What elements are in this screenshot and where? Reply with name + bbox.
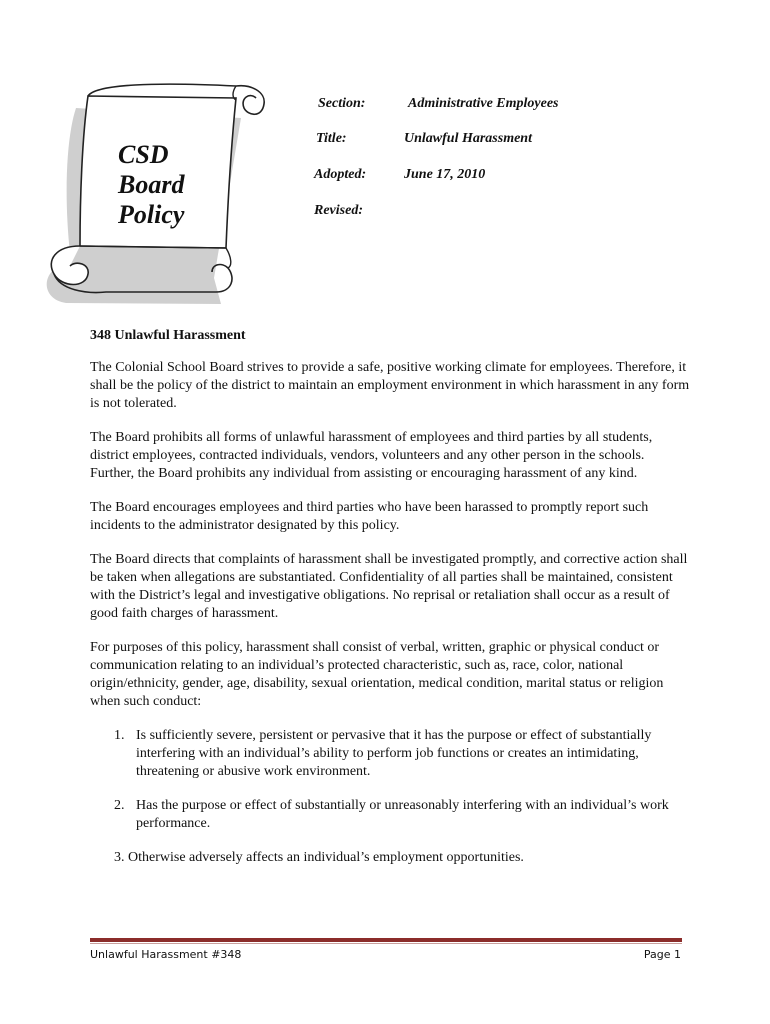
list-item-3: 3. Otherwise adversely affects an individual’s employment opportunities. <box>114 850 524 865</box>
section-label: Section: <box>318 96 366 111</box>
title-value: Unlawful Harassment <box>404 131 532 146</box>
adopted-value: June 17, 2010 <box>404 167 486 182</box>
paragraph-investigation: The Board directs that complaints of harassment shall be investigated promptly, and corrective action shall be taken when allegations are substantiated. Confidentiality of all parties shall be maintained, consistent with the District’s legal and investigative obligations. No reprisal or retaliation shall occur as a result of good faith charges of harassment. <box>90 552 688 621</box>
footer-document-title: Unlawful Harassment #348 <box>90 948 242 961</box>
list-item-text: Has the purpose or effect of substantially or unreasonably interfering with an individual’s work performance. <box>136 798 669 831</box>
footer-divider <box>90 938 682 942</box>
list-item <box>90 727 690 781</box>
list-item <box>90 797 690 833</box>
revised-label: Revised: <box>314 203 363 218</box>
logo-line-board: Board <box>118 170 185 199</box>
list-item-number: 1. <box>114 728 125 743</box>
paragraph-purpose: The Colonial School Board strives to provide a safe, positive working climate for employees. Therefore, it shall be the policy of the district to maintain an employment environment in which harassment in any form is not tolerated. <box>90 360 690 411</box>
list-item-text: Is sufficiently severe, persistent or pervasive that it has the purpose or effect of substantially interfering with an individual’s ability to perform job functions or creates an intimidating, threatening or abusive work environment. <box>136 728 652 779</box>
paragraph-definition: For purposes of this policy, harassment shall consist of verbal, written, graphic or physical conduct or communication relating to an individual’s protected characteristic, such as, race, color, national origin/ethnicity, gender, age, disability, sexual orientation, medical condition, marital status or religion when such conduct: <box>90 640 664 709</box>
paragraph-prohibition: The Board prohibits all forms of unlawful harassment of employees and third parties by all students, district employees, contracted individuals, vendors, volunteers and any other person in the schools. Further, the Board prohibits any individual from assisting or encouraging harassment of any kind. <box>90 430 653 481</box>
logo-line-policy: Policy <box>118 200 185 229</box>
policy-body <box>90 327 690 867</box>
policy-heading: 348 Unlawful Harassment <box>90 328 246 343</box>
paragraph-reporting: The Board encourages employees and third parties who have been harassed to promptly report such incidents to the administrator designated by this policy. <box>90 500 649 533</box>
board-policy-logo-text <box>118 140 228 230</box>
section-value: Administrative Employees <box>408 96 559 111</box>
title-label: Title: <box>316 131 347 146</box>
logo-line-csd: CSD <box>118 140 169 169</box>
footer-divider-shadow <box>90 943 682 944</box>
adopted-label: Adopted: <box>314 167 367 182</box>
footer-page-number: Page 1 <box>643 948 681 961</box>
list-item-number: 2. <box>114 798 125 813</box>
